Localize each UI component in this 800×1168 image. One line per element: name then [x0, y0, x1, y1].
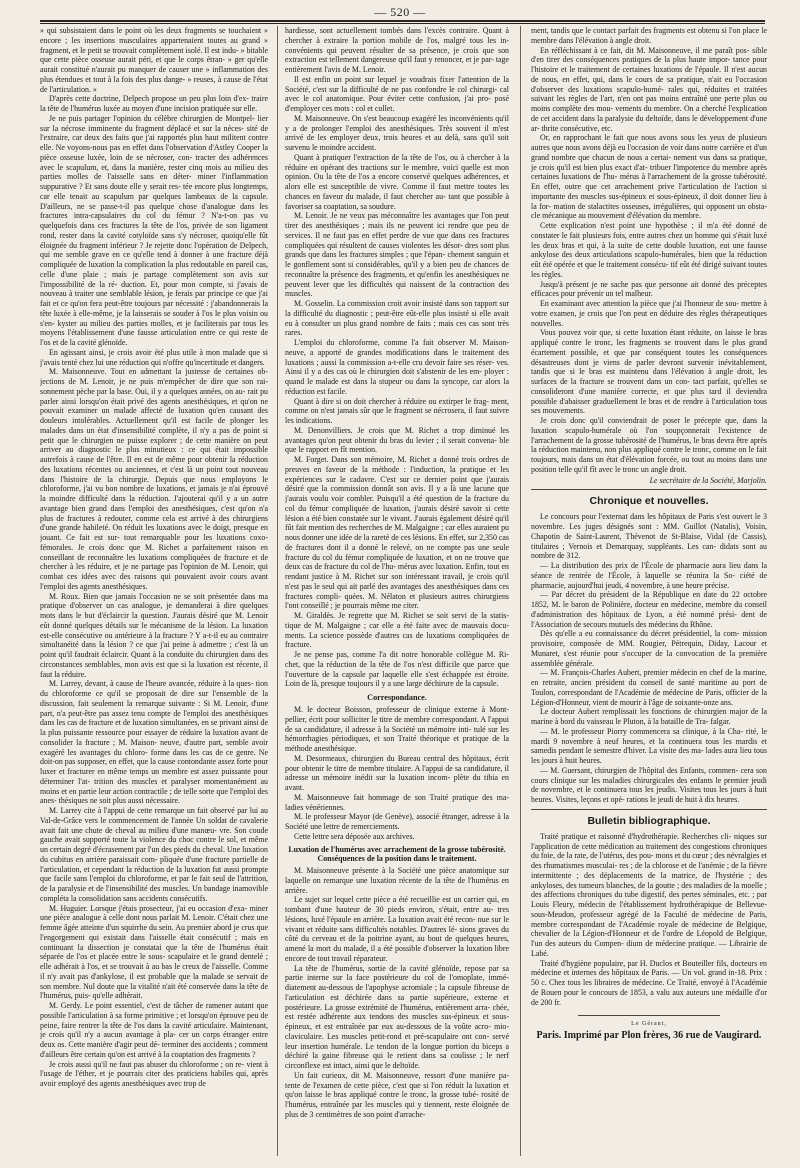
paragraph: Il est enfin un point sur lequel je voudrais fixer l'attention de la Société, c'est sur la difficulté de ne pas confondre le col chirurgi- cal avec le col anatomique. Pour éviter cette confusion, j'ai pro- posé d'employer ces mots : col et collet. [285, 74, 509, 113]
paragraph: — M. François-Charles Aubert, premier médecin en chef de la marine, en retraite, ancien président du conseil de santé maritime au port de Toulon, correspondant de l'Académie de médecine de Paris, officier de la Légion-d'Honneur, vient de mourir à l'âge de soixante-onze ans. [531, 668, 767, 707]
paragraph: Je crois donc qu'il conviendrait de poser le précepte que, dans la luxation scapulo-humérale où l'on soupçonnerait l'existence de l'arrachement de la grosse tubérosité de l'humérus, le bras devra être après la réduction maintenu, non plus appliqué contre le tronc, comme on le fait toujours, mais dans un état d'élévation forcée, ou tout au moins dans une position telle qu'il fît avec le tronc un angle droit. [531, 416, 767, 474]
paragraph: — M. le professeur Piorry commencera sa clinique, à la Cha- rité, le mardi 9 novembre à neuf heures, et la continuera tous les mardis et samedis pendant le semestre d'hiver. La visite des ma- lades aura lieu tous les jours à huit heures. [531, 726, 767, 765]
section-rule [531, 489, 767, 490]
paragraph: M. Desormeaux, chirurgien du Bureau central des hôpitaux, écrit pour obtenir le titre de membre titulaire. A l'appui de sa candidature, il adresse un mémoire inédit sur la luxation incom- plète du tibia en avant. [285, 753, 509, 792]
paragraph: M. Larrey cite à l'appui de cette remarque un fait observé par lui au Val-de-Grâce vers le commencement de l'année Un soldat de cavalerie avait fait une chute de cheval au milieu d'une manœu- vre. Son coude gauche avait supporté toute la violence du choc contre le sol, et même un certain degré d'écrasement par l'un des pieds du cheval. Une luxation du cubitus en arrière paraissait com- pliquée d'une fracture partielle de l'articulation, et cependant la réduction de la luxation fut aussi prompte que facile sans l'emploi du chloroforme, et par le fait seul de l'attrition, de la paralysie et de l'insensibilité des muscles. Un bandage inamovible compléta la consolidation sans accidents consécutifs. [40, 806, 268, 903]
column-1 [40, 26, 268, 1156]
paragraph: M. Larrey, devant, à cause de l'heure avancée, réduire à la ques- tion du chloroforme ce qu'il se proposait de dire sur l'ensemble de la discussion, fait seulement la remarque suivante : Si M. Lenoir, d'une part, n'a peut-être pas assez tenu compte de l'emploi des anesthésiques dans les cas de fracture et de luxation simultanées, en se privant ainsi de la plus puissante ressource pour essayer de réduire la luxation avant de consolider la fracture ; M. Maison- neuve, d'autre part, semble avoir exagéré les avantages du chloro- forme dans les cas de ce genre. Ne doit-on pas supposer, en effet, que la cause contondante assez forte pour luxer et fracturer en même temps un membre est assez puissante pour déterminer l'at- trition des muscles et paralyser momentanément au moins et en partie leur action contractile ; de telle sorte que l'emploi des anes- thésiques ne soit plus aussi nécessaire. [40, 679, 268, 806]
paragraph: Or, en rapprochant le fait que nous avons sous les yeux de plusieurs autres que nous avons déjà eu l'occasion de voir dans notre carrière et d'un grand nombre que chacun de nous a certai- nement vus dans sa pratique, je crois qu'il est bien plus exact d'at- tribuer l'impotence du membre après certaines luxations de l'hu- mérus à l'arrachement de la grosse tubérosité. En effet, outre que cet arrachement prive l'articulation de l'action si importante des muscles sus-épineux et sous-épineux, il doit donner lieu à la for- mation de stalactites osseuses, irrégulières, qui opposent un obsta- cle mécanique au mouvement d'élévation du membre. [531, 133, 767, 221]
imprint [531, 1015, 767, 1042]
paragraph: hardiesse, sont actuellement tombés dans l'excès contraire. Quant à chercher à extraire la portion mobile de l'os, malgré tous les in- convénients qui peuvent résulter de sa présence, je crois que son extraction est tellement dangereuse qu'il faut y renoncer, et je par- tage entièrement l'avis de M. Lenoir. [285, 26, 509, 74]
paragraph: M. Gerdy. Le point essentiel, c'est de tâcher de ramener autant que possible l'articulation à sa forme primitive ; et lorsqu'on éprouve peu de peine, faire rentrer la tête de l'os dans la cavité articulaire. Maintenant, je crois qu'il n'y a aucun avantage à pla- cer un corps étranger entre deux os. Cette manière d'agir peut dé- terminer des accidents ; comment d'ailleurs être certain qu'on est arrivé à la coaptation des fragments ? [40, 1001, 268, 1059]
paragraph: M. Maisonneuve. Tout en admettant la justesse de certaines ob- jections de M. Lenoir, je ne puis m'empêcher de dire que son rai- sonnement pèche par la base. Oui, il y a quelques années, on au- rait pu parler ainsi lorsqu'on était privé des agents anesthésiques, et qu'on ne pouvait examiner un malade affecté de luxation qu'en causant des douleurs intolérables. Actuellement qu'il est facile de plonger les malades dans un état d'insensibilité complète, il n'y a pas de point si petit que le chirurgien ne puisse explorer ; de cette manière on peut arriver au diagnostic le plus minutieux : ce qui était impossible autrefois à cause de l'être. Il en est de même pour obtenir la réduction des luxations récentes ou anciennes, et c'est là un point tout nouveau dans l'histoire de la chirurgie. Depuis que nous employons le chloroforme, j'ai vu bon nombre de luxations, et jamais je n'ai éprouvé la moindre difficulté dans la réduction. J'ajouterai qu'il y a un autre avantage bien grand dans l'emploi des anesthésiques, c'est qu'on n'a plus de fractures à redouter, comme cela est arrivé à des chirurgiens d'une grande habileté. On réduit les luxations avec le doigt, presque en jouant. Ce fait est sur- tout remarquable pour les luxations coxo-fémorales. Je crois donc que M. Richet a parfaitement raison en conseillant de reconnaître les luxations compliquées de fracture et de chercher à les réduire, et je ne partage pas l'opinion de M. Lenoir, qui combat ces idées avec des raisons qui pouvaient avoir cours avant l'emploi des agents anesthésiques. [40, 367, 268, 591]
paragraph: — M. Guersant, chirurgien de l'hôpital des Enfants, commen- cera son cours clinique sur les maladies chirurgicales des enfants le premier jeudi de novembre, et le continuera tous les jeudis. Visites tous les jours à huit heures. Visites, leçons et opé- rations le jeudi de huit à dix heures. [531, 765, 767, 804]
section-heading-bulletin: Bulletin bibliographique. [587, 814, 711, 827]
paragraph: D'après cette doctrine, Delpech propose un peu plus loin d'ex- traire la tête de l'humérus luxée au moyen d'une incision pratiquée sur elle. [40, 94, 268, 113]
paragraph: Cette lettre sera déposée aux archives. [294, 831, 415, 841]
paragraph: Le docteur Aubert remplissait les fonctions de chirurgien major de la marine à bord du vaisseau le Pluton, à la bataille de Tra- falgar. [531, 707, 767, 726]
paragraph: En agissant ainsi, je crois avoir été plus utile à mon malade que si j'avais tenté chez lui une réduction qui n'offre qu'incertitude et dangers. [40, 347, 268, 367]
paragraph: La tête de l'humérus, sortie de la cavité glénoïde, repose par sa partie interne sur la face postérieure du col de l'omoplate, immé- diatement au-dessous de l'apophyse acromiale ; la capsule fibreuse de l'articulation est déchirée dans sa partie supérieure, externe et postérieure. La grosse extrémité de l'humérus, entièrement arra- chée, est restée adhérente aux tendons des muscles sus-épineux et sous-épineux, et est entraînée par eux au-dessous de la voûte acro- mio-claviculaire. Les muscles petit-rond et pré-scapulaire ont con- servé leur insertion humérale. Le tendon de la longue portion du biceps a déchiré la gaine fibreuse qui le retient dans sa coulisse ; le nerf circonflexe est intact, ainsi que le deltoïde. [285, 963, 509, 1070]
imprint-rule [578, 1015, 720, 1016]
column-2 [285, 26, 509, 1156]
paragraph: En réfléchissant à ce fait, dit M. Maisonneuve, il me paraît pos- sible d'en tirer des conséquences pratiques de la plus haute impor- tance pour l'histoire et le traitement de certaines luxations de l'épaule. Il n'est aucun de nous, en effet, qui, dans le cours de sa pratique, n'ait eu l'occasion d'observer des luxations scapulo-humé- rales qui, réduites et traitées suivant les règles de l'art, n'en ont pas moins entraîné une perte plus ou moins complète des mou- vements du membre. On a cherché l'explication de cet accident dans la paralysie du deltoïde, dans le développement d'une ar- thrite consécutive, etc. [531, 45, 767, 133]
paragraph: M. Huguier. Lorsque j'étais prosecteur, j'ai eu occasion d'exa- miner une pièce analogue à celle dont nous parlait M. Lenoir. C'était chez une femme âgée atteinte d'un squirrhe du sein. Au premier abord je crus que l'engorgement qui existait dans l'aisselle était consécutif ; mais en continuant la dissection je constatai que la tête de l'humérus était séparée de l'os et placée entre le sous- scapulaire et le grand dentelé ; elle adhérait à l'os, et se trouvait à au bas le creux de l'aisselle. Comme il n'y avait pas d'ankylose, il est probable que la malade se servait de son membre. Nul doute que la vitalité n'ait été conservée dans la tête de l'humérus, puis- qu'elle adhérait. [40, 903, 268, 1001]
paragraph: Vous pouvez voir que, si cette luxation étant réduite, on laisse le bras appliqué contre le tronc, les fragments se trouvent dans le plus grand écartement possible, et que par conséquent toutes les conséquences désastreuses dont je viens de parler devront survenir inévitablement, tandis que si le bras est maintenu dans l'élévation à angle droit, les surfaces de la fracture se trouvent dans un con- tact parfait, qu'elles se consolideront d'une manière correcte, et que plus tard il deviendra possible d'abaisser graduellement le bras et de rendre à l'articulation tous ses mouvements. [531, 328, 767, 416]
paragraph: Le concours pour l'externat dans les hôpitaux de Paris s'est ouvert le 3 novembre. Les juges désignés sont : MM. Guillot (Natalis), Voisin, Chapotin de Saint-Laurent, Thévenot de St-Blaise, Vidal (de Cassis), titulaires ; Vernois et Demarquay, suppléants. Les can- didats sont au nombre de 312. [531, 512, 767, 561]
paragraph: — La distribution des prix de l'École de pharmacie aura lieu dans la séance de rentrée de l'École, à laquelle se réunira la So- ciété de pharmacie, aujourd'hui jeudi, 4 novembre, à une heure précise. [531, 561, 767, 590]
paragraph: M. Lenoir. Je ne veux pas méconnaître les avantages que l'on peut tirer des anesthésiques ; mais ils ne peuvent ici rendre que peu de services. Il ne faut pas en effet perdre de vue que dans ces fractures compliquées qui résultent de causes violentes les désor- dres sont plus grands que dans les fractures simples ; que l'épan- chement sanguin et le gonflement sont si considérables, qu'il y a bien peu de chances de reconnaître la présence des fragments, et qu'enfin les anesthésiques ne peuvent lever que les difficultés qui naissent de la contraction des muscles. [285, 211, 509, 299]
paragraph: M. Maisonneuve présente à la Société une pièce anatomique sur laquelle on remarque une luxation récente de la tête de l'humérus en arrière. [285, 866, 509, 895]
column-divider [520, 26, 521, 1156]
paragraph: En examinant avec attention la pièce que j'ai l'honneur de sou- mettre à votre examen, je crois que l'on peut en déduire des règles thérapeutiques nouvelles. [531, 299, 767, 328]
paragraph: Traité pratique et raisonné d'hydrothérapie. Recherches cli- niques sur l'application de cette médication au traitement des congestions chroniques du foie, de la rate, de l'utérus, des pou- mons et du cœur ; des névralgies et des rhumatismes musculai- res ; de la chlorose et de l'anémie ; de la fièvre intermittente ; des déplacements de la matrice, de l'hystérie ; des ankyloses, des tumeurs blanches, de la goutte ; des maladies de la moelle ; des affections chroniques du tube digestif, des pertes séminales, etc. ; par Louis Fleury, médecin de l'établissement hydrothérapique de Bellevue-sous-Meudon, professeur agrégé de la Faculté de médecine de Paris, membre correspondant de l'Académie royale de médecine de Belgique, chevalier de la Légion-d'Honneur et de l'ordre de Léopold de Belgique, l'un des auteurs du Compen- dium de médecine pratique. — Librairie de Labé. [531, 831, 767, 958]
paragraph: M. Roux. Bien que jamais l'occasion ne se soit présentée dans ma pratique d'observer un cas analogue, je demanderai à dire quelques mots dans le but d'éclaircir la question. J'aurais désiré que M. Lenoir eût donné quelques détails sur le mécanisme de la lésion. La luxation est-elle consécutive ou antérieure à la fracture ? Y a-t-il eu au contraire simultanéité dans la lésion ? ce que j'ai peine à admettre ; c'est là un point qu'il faudrait éclaircir. Quant à la conduite du chirurgien dans des circonstances semblables, mon avis est que si la luxation est récente, il faut la réduire. [40, 591, 268, 679]
paragraph: M. Gosselin. La commission croit avoir insisté dans son rapport sur la difficulté du diagnostic ; peut-être eût-elle plus insisté si elle avait eu à consulter un plus grand nombre de faits ; mais ces cas sont très rares. [285, 299, 509, 338]
paragraph: Le sujet sur lequel cette pièce a été recueillie est un carrier qui, en tombant d'une hauteur de 30 pieds environ, s'était, entre au- tres lésions, luxé l'épaule en arrière. La luxation avait été recon- nue sur le vivant et réduite sans difficultés notables. D'autres lé- sions graves du côté du cerveau et de la poitrine ayant, au bout de quelques heures, amené la mort du malade, il a été possible d'observer la luxation libre encore de tout travail réparateur. [285, 895, 509, 963]
column-3 [531, 26, 767, 1156]
section-heading-correspondance: Correspondance. [367, 693, 427, 702]
section-heading-luxation: Luxation de l'humérus avec arrachement de la grosse tubérosité. Conséquences de la position dans le traitement. [288, 844, 506, 864]
imprint-gerant: Le Gérant, [631, 1021, 667, 1028]
paragraph: M. Denonvilliers. Je crois que M. Richet a trop diminué les avantages qu'on peut obtenir du bras du levier ; il serait convena- ble que le rapport en fît mention. [285, 425, 509, 455]
paragraph: M. le professeur Mayor (de Genève), associé étranger, adresse à la Société une lettre de remerciements. [285, 812, 509, 831]
paragraph: Un fait curieux, dit M. Maisonneuve, ressort d'une manière pa- tente de l'examen de cette pièce, c'est que si l'on réduit la luxation et qu'on laisse le bras appliqué contre le tronc, la grosse tubé- rosité de l'humérus, entraînée par les muscles qui y tiennent, reste éloignée de plus de 3 centimètres de son point d'arrache- [285, 1070, 509, 1119]
paragraph: » qui subsistaient dans le point où les deux fragments se touchaient » encore ; les insertions musculaires appartenaient toutes au grand » fragment, et le petit se trouvait complètement isolé. Il est indu- » bitable que cette pièce osseuse aurait péri, et que le corps étran- » ger qu'elle aurait constitué n'aurait pu manquer de causer une » inflammation des plus étendues et tout à la fois des plus dange- » reuses, à cause de l'état de l'articulation. » [40, 26, 268, 94]
paragraph: Quant à pratiquer l'extraction de la tête de l'os, ou à chercher à la réduire en opérant des tractions sur le membre, voici quelle est mon opinion. Ou la tête de l'os a encore conservé quelques adhérences, et alors elle est susceptible de vivre. Comme il faut mettre toutes les chances en faveur du malade, il faut chercher au- tant que possible à favoriser sa coaptation, sa soudure. [285, 152, 509, 211]
paragraph: M. le docteur Boisson, professeur de clinique externe à Mont- pellier, écrit pour solliciter le titre de membre correspondant. A l'appui de sa candidature, il adresse à la Société un mémoire inti- tulé sur les hémorrhagies périodiques, et son Traité théorique et pratique de la méthode anesthésique. [285, 705, 509, 753]
column-divider [277, 26, 278, 1156]
paragraph: Jusqu'à présent je ne sache pas que personne ait donné des préceptes efficaces pour prévenir un tel malheur. [531, 279, 767, 299]
section-rule [531, 809, 767, 810]
paragraph: M. Maisonneuve fait hommage de son Traité pratique des ma- ladies vénériennes. [285, 792, 509, 812]
paragraph: Dès qu'elle a eu connaissance du décret présidentiel, la com- mission provisoire, composée de MM. Rougier, Pétrequin, Diday, Lacour et Munaret, s'est réunie pour s'occuper de la convocation de la première assemblée générale. [531, 629, 767, 668]
paragraph: Cette explication n'est point une hypothèse ; il m'a été donné de constater le fait plusieurs fois, entre autres chez un homme qui s'était luxé les deux bras et qui, à la suite de cette double luxation, eut une fausse ankylose des deux articulations scapulo-humérales, bien que la réduction eût été opérée et que le traitement consécu- tif eût été dirigé suivant toutes les règles. [531, 221, 767, 279]
paragraph: ment, tandis que le contact parfait des fragments est obtenu si l'on place le membre dans l'élévation à angle droit. [531, 26, 767, 45]
paragraph: M. Maisonneuve. On s'est beaucoup exagéré les inconvénients qu'il y a de prolonger l'emploi des anesthésiques. Très souvent il m'est arrivé de les employer deux, trois heures et au delà, sans qu'il soit survenu le moindre accident. [285, 113, 509, 152]
paragraph: Je ne puis partager l'opinion du célèbre chirurgien de Montpel- lier sur la nécrose imminente du fragment déplacé et sur la néces- sité de l'extraire, car deux des faits que j'ai rapportés plus haut militent contre elle. Ne voyons-nous pas en effet dans l'observation d'Astley Cooper la pièce osseuse luxée, loin de se nécroser, con- tracter des adhérences avec le scapulum, et, dans la manière, rester cinq mois au milieu des parties molles de l'aisselle sans en déter- miner l'inflammation suppurative ? Et sans doute elle y serait res- tée encore plus longtemps, car elle tenait au scapulum par quelques lambeaux de la capsule. D'ailleurs, ne se passe-t-il pas quelque chose d'analogue dans les fractures intra-capsulaires du col du fémur ? N'a-t-on pas vu quelquefois dans ces fractures la tête de l'os, privée de son ligament rond, rester dans la cavité cotyloïde sans s'y nécroser, quoiqu'elle fût éloignée du fragment inférieur ? Je rejette donc l'opération de Delpech, qui me semble grave en ce qu'elle tend à donner à une fracture déjà compliquée de luxation la complication la plus redoutable en pareil cas, celle d'une plaie ; mais je partage complètement son avis sur l'impossibilité de la ré- duction. Et, pour mon compte, si j'avais de nouveau à traiter une semblable lésion, je ferais par principe ce que j'ai fait et ce qu'on fera peut-être toujours par nécessité : j'abandonnerais la tête luxée à elle-même, je la laisserais se souder à l'os le plus voisin ou s'en- kyster au milieu des parties molles, et je faciliterais par tous les moyens l'établissement d'une fausse articulation entre ce qui reste de l'os et de la cavité glénoïde. [40, 113, 268, 347]
paragraph: M. Giraldès. Je regrette que M. Richet se soit servi de la statis- tique de M. Malgaigne ; car elle a été faite avec de mauvais docu- ments. La science possède d'autres cas de luxations compliquées de fracture. [285, 611, 509, 650]
section-heading-chronique: Chronique et nouvelles. [589, 495, 709, 508]
paragraph: L'emploi du chloroforme, comme l'a fait observer M. Maison- neuve, a apporté de grandes modifications dans le traitement des luxations ; aussi la commission a-t-elle cru devoir faire ses réser- ves. Ainsi il y a des cas où le chirurgien doit s'abstenir de les em- ployer : quand le malade est dans la stupeur ou dans la syncope, car alors la réduction est facile. [285, 338, 509, 396]
page-number: — 520 — [374, 5, 426, 19]
paragraph: Je ne pense pas, comme l'a dit notre honorable collègue M. Ri- chet, que la réduction de la tête de l'os n'est difficile que parce que l'ouverture de la capsule par laquelle elle s'est échappée est étroite. Loin de là, presque toujours il y a une large déchirure de la capsule. [285, 650, 509, 689]
paragraph: — Par décret du président de la République en date du 22 octobre 1852, M. le baron de Polinière, docteur en médecine, membre du conseil d'administration des hôpitaux de Lyon, a été nommé prési- dent de l'Association de secours mutuels des médecins du Rhône. [531, 590, 767, 629]
header-rule [40, 20, 765, 24]
paragraph: Je crois aussi qu'il ne faut pas abuser du chloroforme ; on re- vient à l'usage de l'éther, et je pourrais citer des praticiens habiles qui, après avoir employé des agents anesthésiques avec trop de [40, 1059, 268, 1088]
paragraph: Traité d'hygiène populaire, par H. Duclos et Bouteiller fils, docteurs en médecine et internes des hôpitaux de Paris. — Un vol. grand in-18. Prix : 50 c. Chez tous les libraires de médecine. Ce Traité, envoyé à l'Académie de Rouen pour le concours de 1853, a valu aux auteurs une médaille d'or de 200 fr. [531, 958, 767, 1007]
paragraph: M. Forget. Dans son mémoire, M. Richet a donné trois ordres de preuves en faveur de la méthode : l'induction, la pratique et les expériences sur le cadavre. C'est sur ce dernier point que j'aurais désiré que la commission donnât son avis. Il y a là une lacune que j'aurais voulu voir combler. Puisqu'il a été question de la fracture du col du fémur compliquée de luxation, j'aurais désiré savoir si cette lésion a été bien constatée sur le vivant. J'aurais également désiré qu'il fût fait mention des recherches de M. Malgaigne ; car elles auraient pu nous donner une idée de la rareté de ces lésions. En effet, sur 2,350 cas de fractures dont il a donné le relevé, on ne compte pas une seule fracture du col du fémur compliquée de luxation, et on ne trouve que deux cas de fracture du col de l'hu- mérus avec luxation. Enfin, tout en rendant justice à M. Richet sur son intéressant travail, je crois qu'il n'est pas le seul qui ait parlé des avantages des anesthésiques dans ces fractures compli- quées. M. Nélaton et plusieurs autres chirurgiens l'ont conseillé ; je pourrais même me citer. [285, 455, 509, 611]
paragraph: Quant à dire si on doit chercher à réduire ou extirper le frag- ment, comme on n'est jamais sûr que le fragment se nécrosera, il faut suivre les indications. [285, 396, 509, 425]
imprint-printer: Paris. Imprimé par Plon frères, 36 rue de Vaugirard. [536, 1030, 762, 1041]
secretary-signature: Le secrétaire de la Société, Marjolin. [649, 475, 767, 485]
